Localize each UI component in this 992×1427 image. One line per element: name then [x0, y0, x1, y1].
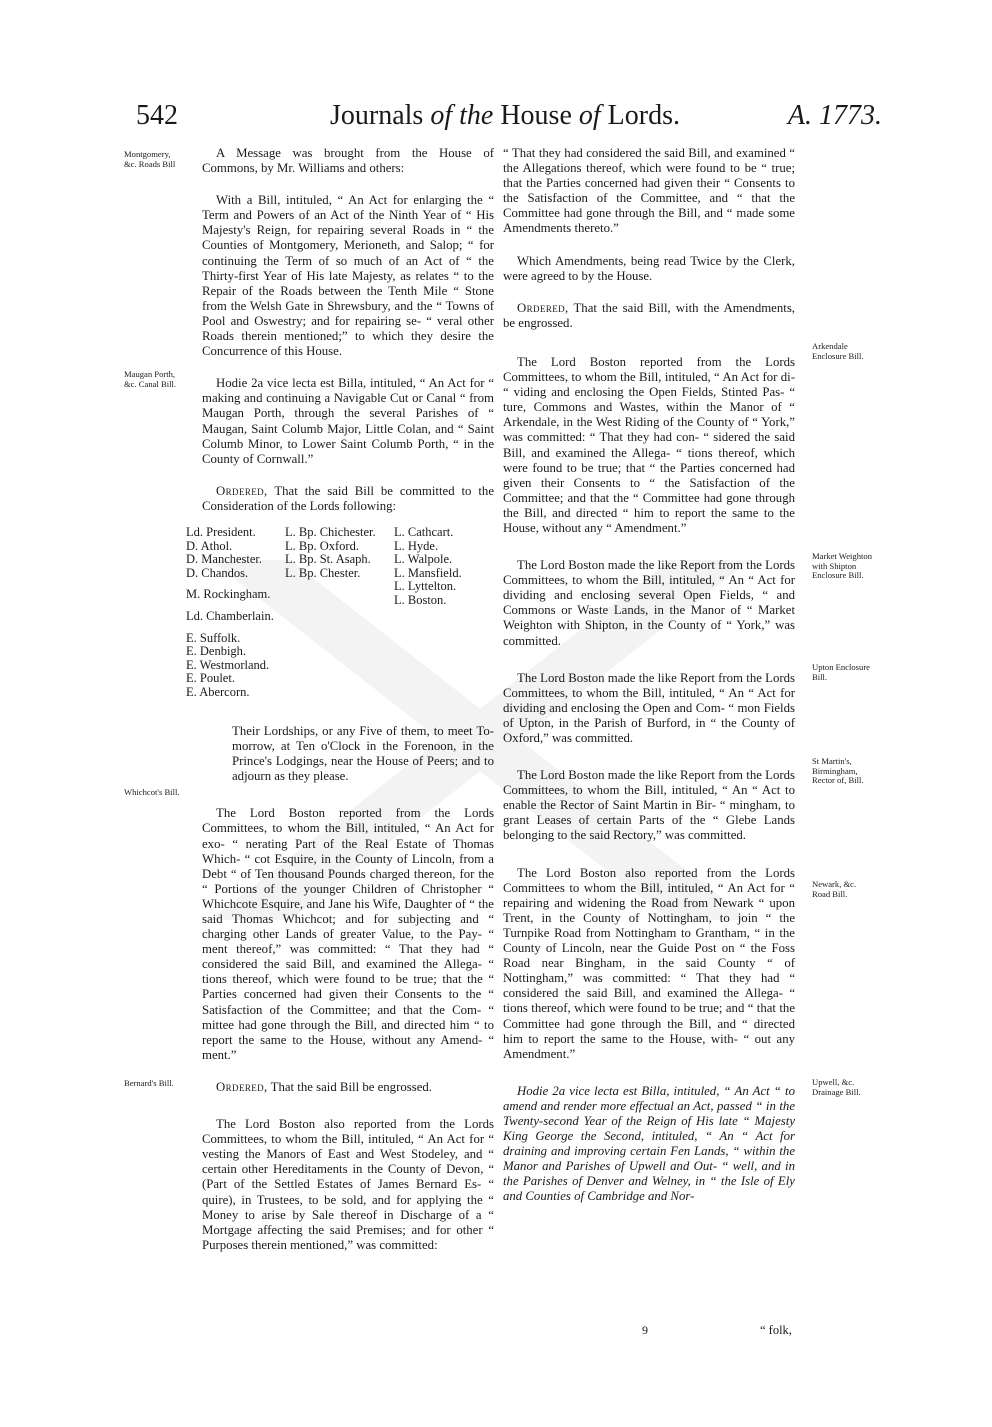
margin-note-arkendale: Arkendale Enclosure Bill.	[812, 341, 864, 361]
page-header	[120, 100, 880, 140]
lords-list-col-3	[394, 526, 462, 608]
margin-note-whichcot: Whichcot's Bill.	[124, 787, 180, 797]
ordered-label: Ordered,	[216, 1079, 268, 1094]
lord-entry: Ld. Chamberlain.	[186, 608, 274, 623]
ordered-engrossed-paragraph	[202, 1080, 494, 1095]
running-title: Journals of the House of Lords.	[330, 100, 680, 131]
maugan-bill-paragraph: Hodie 2a vice lecta est Billa, intituled, “ An Act for “ making and continuing a Navigable Cut or Canal “ from Maugan Porth, through the several Parishes of “ Maugan, Saint Columb Major, Little Colan, and “ Saint Columb Minor, to Lower Saint Columb Porth, “ in the County of Cornwall.”	[202, 376, 494, 466]
lord-entry: L. Cathcart.	[394, 524, 454, 539]
margin-note-st-martins: St Martin's, Birmingham, Rector of, Bill.	[812, 756, 864, 785]
margin-note-upwell: Upwell, &c. Drainage Bill.	[812, 1077, 861, 1097]
ordered-label: Ordered,	[517, 300, 569, 315]
lord-entry: E. Denbigh.	[186, 644, 247, 659]
st-martin-report-paragraph: The Lord Boston made the like Report from the Lords Committees, to whom the Bill, intituled, “ An “ Act to enable the Rector of Saint Martin in Bir- “ mingham, to grant Leases of certain Parts of the “ Glebe Lands belonging to the said Rectory,” was committed.	[503, 768, 795, 843]
upton-report-paragraph: The Lord Boston made the like Report from the Lords Committees, to whom the Bill, intituled, “ An “ Act for dividing and enclosing the Open and Com- “ mon Fields of Upton, in the Parish of Burford, in “ the County of Oxford,” was committed.	[503, 670, 795, 745]
margin-note-market-weighton: Market Weighton with Shipton Enclosure Bill.	[812, 551, 873, 580]
lords-list-col-1	[186, 526, 274, 700]
lord-entry: L. Lyttelton.	[394, 579, 457, 594]
lord-entry: E. Poulet.	[186, 671, 235, 686]
ordered-amend-paragraph	[503, 301, 795, 331]
signature-mark: 9	[642, 1323, 648, 1337]
lord-entry: E. Westmorland.	[186, 657, 270, 672]
margin-note-montgomery: Montgomery, &c. Roads Bill	[124, 149, 176, 169]
lord-entry: M. Rockingham.	[186, 587, 271, 602]
lord-entry: D. Chandos.	[186, 565, 249, 580]
ordered-engrossed-text: That the said Bill be engrossed.	[270, 1079, 432, 1094]
year: A. 1773.	[787, 100, 882, 131]
lord-entry: L. Bp. Oxford.	[285, 538, 359, 553]
lords-list-col-2	[285, 526, 376, 580]
catchword: “ folk,	[760, 1323, 792, 1337]
margin-note-upton: Upton Enclosure Bill.	[812, 662, 870, 682]
arkendale-report-paragraph: The Lord Boston reported from the Lords Committees, to whom the Bill, intituled, “ An Act for di- “ viding and enclosing the Open Fields, Stinted Pas- “ ture, Commons and Wastes, within the Manor of “ Arkendale, in the West Riding of the County of “ York,” was committed: “ That they had con- “ sidered the said Bill, and examined the Allega- “ tions thereof, which were found to be true; that “ the Parties concerned had given their Consents to “ the Satisfaction of the Committee; and that the “ Committee had gone through the Bill, and directed “ him to report the same to the House, without any “ Amendment.”	[503, 354, 795, 535]
left-column	[186, 146, 494, 1270]
lord-entry: L. Hyde.	[394, 538, 439, 553]
bernard-report-paragraph: The Lord Boston also reported from the Lords Committees, to whom the Bill, intituled, “ An Act for “ vesting the Manors of East and West Stodeley, and “ certain other Hereditaments in the County of Devon, “ (Part of the Settled Estates of James Bernard Es- “ quire), in Trustees, to be sold, and for applying the “ Money to arise by Sale thereof in Discharge of a “ Mortgage affecting the said Premises; and for other “ Purposes therein mentioned,” was committed:	[202, 1117, 494, 1252]
lord-entry: Ld. President.	[186, 524, 256, 539]
margin-note-maugan: Maugan Porth, &c. Canal Bill.	[124, 369, 177, 389]
lord-entry: E. Abercorn.	[186, 684, 250, 699]
lord-entry: D. Athol.	[186, 538, 233, 553]
page-number: 542	[136, 100, 178, 131]
lords-committee-list	[186, 524, 494, 710]
margin-note-newark: Newark, &c. Road Bill.	[812, 879, 857, 899]
montgomery-bill-paragraph: With a Bill, intituled, “ An Act for enlarging the “ Term and Powers of an Act of the Ninth Year of “ His Majesty's Reign, for repairing several Roads in “ the Counties of Montgomery, Merioneth, and Salop; “ for continuing the Term of so much of an Act of “ the Thirty-first Year of His late Majesty, as relates “ to the Repair of the Roads between the Tenth Mile “ Stone from the Welsh Gate in Shrewsbury, and the “ Towns of Pool and Oswestry; and for repairing se- “ veral other Roads therein mentioned;” to which they desire the Concurrence of this House.	[202, 193, 494, 359]
lord-entry: L. Bp. St. Asaph.	[285, 552, 371, 567]
newark-report-paragraph: The Lord Boston also reported from the Lords Committees to whom the Bill, intituled, “ An Act for “ repairing and widening the Road from Newark “ upon Trent, in the County of Nottingham, to join “ the Turnpike Road from Nottingham to Grantham, “ in the County of Lincoln, near the Guide Post on “ the Foss Road near Bingham, in the said County “ of Nottingham,” was committed: “ That they had “ considered the said Bill, and examined the Allega- “ tions thereof, which were found to be true; and “ that the Committee had gone through the Bill, and “ directed him to report the same to the House, with- “ out any Amendment.”	[503, 865, 795, 1061]
margin-note-bernard: Bernard's Bill.	[124, 1078, 174, 1088]
bernard-continued-paragraph: “ That they had considered the said Bill, and examined “ the Allegations thereof, which were found to be “ true; that the Parties concerned had given their “ Consents to the Satisfaction of the Committee, and “ that the Committee had gone through the Bill, and “ made some Amendments thereto.”	[503, 146, 795, 236]
ordered-label: Ordered,	[216, 483, 268, 498]
lord-entry: L. Bp. Chester.	[285, 565, 361, 580]
lord-entry: L. Bp. Chichester.	[285, 524, 376, 539]
message-paragraph: A Message was brought from the House of Commons, by Mr. Williams and others:	[202, 146, 494, 176]
ordered-committed-paragraph	[202, 484, 494, 514]
lord-entry: D. Manchester.	[186, 552, 263, 567]
watermark-cross	[0, 560, 992, 920]
upwell-bill-paragraph: Hodie 2a vice lecta est Billa, intituled, “ An Act “ to amend and render more effectual an Act, passed “ in the Twenty-second Year of the Reign of His late “ Majesty King George the Second, intituled, “ An “ Act for draining and improving certain Fen Lands, “ within the Manor and Parishes of Upwell and Out- “ well, and in the Parishes of Denver and Welney, in “ the Isle of Ely and Counties of Cambridge and Nor-	[503, 1083, 795, 1204]
lord-entry: E. Suffolk.	[186, 630, 241, 645]
lord-entry: L. Walpole.	[394, 552, 453, 567]
lord-entry: L. Boston.	[394, 592, 447, 607]
market-weighton-report-paragraph: The Lord Boston made the like Report from the Lords Committees, to whom the Bill, intituled, “ An “ Act for dividing and enclosing several Open Fields, “ and Commons or Waste Lands, in the Manor of “ Market Weighton with Shipton, in the County of “ York,” was committed.	[503, 558, 795, 648]
whichcot-report-paragraph: The Lord Boston reported from the Lords Committees, to whom the Bill, intituled, “ An Act for exo- “ nerating Part of the Real Estate of Thomas Which- “ cot Esquire, in the County of Lincoln, from a Debt “ of Ten thousand Pounds charged thereon, for the “ Portions of the younger Children of Christopher “ Whichcote Esquire, and Jane his Wife, Daughter of “ the said Thomas Whichcot; and for subjecting and “ charging other Lands of greater Value, to the Pay- “ ment thereof,” was committed: “ That they had “ considered the said Bill, and examined the Allega- “ tions thereof, which were found to be true; that the “ Parties concerned had given their Consents to the “ Satisfaction of the Committee; and that the Com- “ mittee had gone through the Bill, and directed him “ to report the same to the House, without any Amend- “ ment.”	[202, 806, 494, 1062]
right-column	[503, 146, 795, 1222]
ordered-committed-text: That the said Bill be committed to the Consideration of the Lords following:	[202, 483, 494, 513]
ordered-amend-text: That the said Bill, with the Amendments, be engrossed.	[503, 300, 795, 330]
lord-entry: L. Mansfield.	[394, 565, 462, 580]
amendments-read-paragraph: Which Amendments, being read Twice by the Clerk, were agreed to by the House.	[503, 253, 795, 283]
lordships-meet-paragraph: Their Lordships, or any Five of them, to meet To-morrow, at Ten o'Clock in the Forenoon, in the Prince's Lodgings, near the House of Peers; and to adjourn as they please.	[232, 723, 494, 784]
